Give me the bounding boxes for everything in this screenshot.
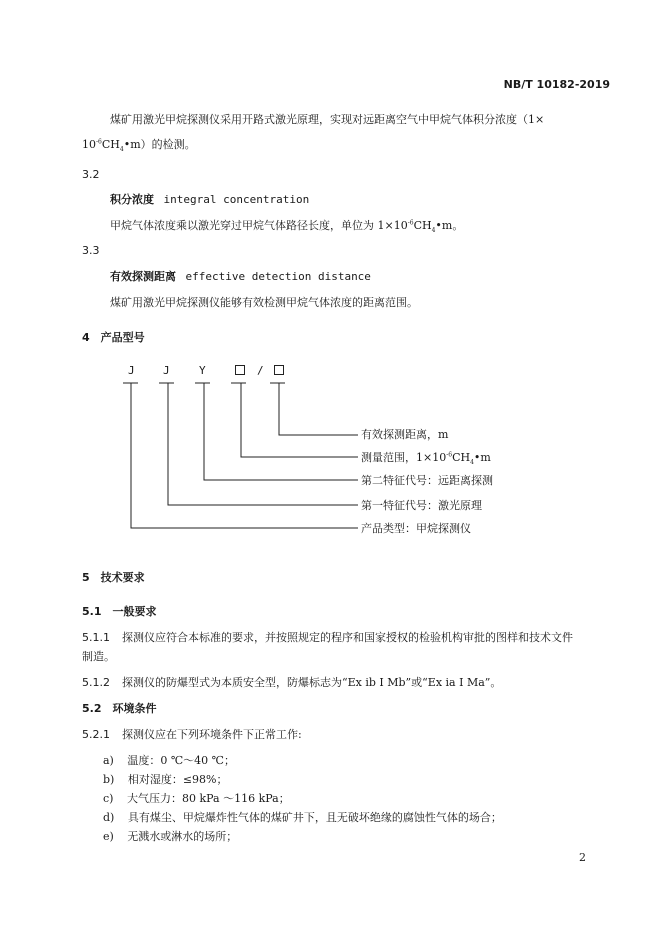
label-first-feature: 第一特征代号：激光原理 <box>361 499 482 512</box>
section-3-3-definition: 煤矿用激光甲烷探测仪能够有效检测甲烷气体浓度的距离范围。 <box>110 296 418 309</box>
code-letter-2: J <box>163 364 170 377</box>
code-letter-1: J <box>128 364 135 377</box>
intro-formula: CH <box>101 138 120 151</box>
list-text: 具有煤尘、甲烷爆炸性气体的煤矿井下，且无破坏绝缘的腐蚀性气体的场合； <box>127 811 502 824</box>
def-subscript: 4 <box>431 227 436 235</box>
range-formula: CH <box>452 451 471 464</box>
list-marker: d) <box>103 811 115 824</box>
range-suffix: •m <box>473 451 491 464</box>
clause-5-1-1-line-1: 探测仪应符合本标准的要求，并按照规定的程序和国家授权的检验机构审批的图样和技术文件 <box>122 631 573 644</box>
section-5-1-title: 5.1 一般要求 <box>82 605 157 618</box>
intro-subscript: 4 <box>119 146 124 154</box>
intro-power-base: 10 <box>82 138 96 151</box>
range-exponent: -6 <box>446 451 453 459</box>
section-5-2-title: 5.2 环境条件 <box>82 702 157 715</box>
clause-5-1-1-number: 5.1.1 <box>82 631 110 644</box>
clause-5-2-1-number: 5.2.1 <box>82 728 110 741</box>
intro-exponent: -6 <box>96 138 102 146</box>
list-marker: e) <box>103 830 114 843</box>
list-text: 相对湿度：≤98%； <box>127 773 228 786</box>
label-product-type: 产品类型：甲烷探测仪 <box>361 522 471 535</box>
list-item-c <box>103 792 290 805</box>
clause-5-2-1-text: 探测仪应在下列环境条件下正常工作: <box>122 728 302 741</box>
list-text: 温度：0 ℃～40 ℃； <box>127 754 235 767</box>
def-prefix: 甲烷气体浓度乘以激光穿过甲烷气体路径长度，单位为 1×10 <box>110 219 408 232</box>
term-en: effective detection distance <box>185 270 371 283</box>
section-5-title: 5 技术要求 <box>82 571 145 584</box>
list-item-d <box>103 811 502 824</box>
term-cn: 有效探测距离 <box>110 270 176 283</box>
clause-5-1-2-number: 5.1.2 <box>82 676 110 689</box>
def-suffix: •m。 <box>435 219 464 232</box>
list-text: 无溅水或淋水的场所； <box>127 830 238 843</box>
section-3-3-number: 3.3 <box>82 244 100 257</box>
label-detection-distance: 有效探测距离，m <box>361 428 449 441</box>
clause-5-1-1-line-2: 制造。 <box>82 650 115 663</box>
label-measuring-range <box>361 451 491 467</box>
page-number: 2 <box>579 851 586 864</box>
code-letter-3: Y <box>199 364 206 377</box>
list-marker: a) <box>103 754 114 767</box>
section-4-title: 4 产品型号 <box>82 331 145 344</box>
list-text: 大气压力：80 kPa ～116 kPa； <box>126 792 290 805</box>
intro-line-1: 煤矿用激光甲烷探测仪采用开路式激光原理，实现对远距离空气中甲烷气体积分浓度（1× <box>110 113 545 126</box>
range-subscript: 4 <box>470 459 474 467</box>
def-formula: CH <box>413 219 432 232</box>
def-exponent: -6 <box>407 219 414 227</box>
document-number: NB/T 10182-2019 <box>503 78 610 91</box>
code-slash: / <box>257 364 264 377</box>
term-en: integral concentration <box>163 193 310 206</box>
intro-suffix: •m）的检测。 <box>123 138 196 151</box>
list-item-e <box>103 830 237 843</box>
label-second-feature: 第二特征代号：远距离探测 <box>361 474 493 487</box>
range-prefix: 测量范围，1×10 <box>361 451 447 464</box>
section-3-2-number: 3.2 <box>82 168 100 181</box>
list-marker: c) <box>103 792 114 805</box>
list-item-b <box>103 773 228 786</box>
clause-5-1-2-text: 探测仪的防爆型式为本质安全型，防爆标志为“Ex ib I Mb”或“Ex ia I Ma”。 <box>122 676 502 689</box>
list-marker: b) <box>103 773 115 786</box>
list-item-a <box>103 754 235 767</box>
term-cn: 积分浓度 <box>110 193 154 206</box>
